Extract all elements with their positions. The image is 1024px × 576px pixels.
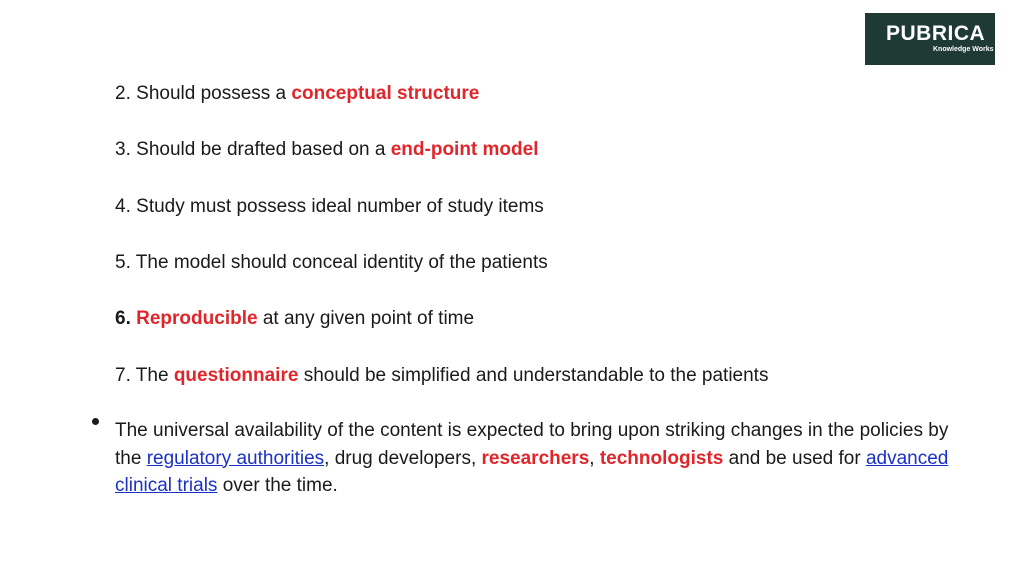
item-number: 6. bbox=[115, 308, 131, 329]
item-number: 5. bbox=[115, 252, 131, 273]
bullet-dot bbox=[92, 418, 99, 425]
item-text: Should possess a bbox=[136, 83, 287, 104]
list-item-6 bbox=[115, 307, 474, 331]
logo-wordmark: PUBRICA bbox=[886, 22, 986, 45]
item-text: at any given point of time bbox=[262, 308, 475, 329]
item-number: 4. bbox=[115, 196, 131, 217]
item-text: The model should conceal identity of the patients bbox=[135, 252, 548, 273]
logo-tagline: Knowledge Works bbox=[933, 46, 994, 53]
advanced-clinical-trials-link[interactable]: advanced clinical trials bbox=[115, 447, 949, 496]
bullet-paragraph bbox=[115, 417, 955, 500]
bullet-text: over the time. bbox=[222, 475, 338, 496]
item-text: Study must possess ideal number of study items bbox=[136, 196, 544, 217]
list-item-3 bbox=[115, 138, 539, 162]
item-highlight: Reproducible bbox=[136, 308, 258, 329]
item-number: 7. bbox=[115, 365, 131, 386]
item-number: 3. bbox=[115, 139, 131, 160]
technologists-highlight: technologists bbox=[599, 447, 724, 469]
list-item-5 bbox=[115, 251, 548, 275]
item-number: 2. bbox=[115, 83, 131, 104]
bullet-text: The universal availability of the content is expected to bring upon striking changes in the policies by the bbox=[115, 420, 949, 469]
item-text: Should be drafted based on a bbox=[136, 139, 386, 160]
list-item-7 bbox=[115, 364, 768, 388]
bullet-text: , bbox=[589, 447, 595, 469]
researchers-highlight: researchers bbox=[481, 447, 590, 469]
bullet-text: , drug developers, bbox=[324, 447, 477, 469]
item-highlight: end-point model bbox=[390, 139, 539, 160]
list-item-2 bbox=[115, 82, 479, 106]
item-text: The bbox=[135, 365, 169, 386]
item-highlight: conceptual structure bbox=[291, 83, 480, 104]
list-item-4 bbox=[115, 195, 544, 219]
item-highlight: questionnaire bbox=[173, 365, 299, 386]
pubrica-logo bbox=[865, 13, 995, 65]
bullet-text: and be used for bbox=[728, 447, 861, 469]
regulatory-authorities-link[interactable]: regulatory authorities bbox=[146, 447, 325, 469]
item-text: should be simplified and understandable to the patients bbox=[303, 365, 769, 386]
